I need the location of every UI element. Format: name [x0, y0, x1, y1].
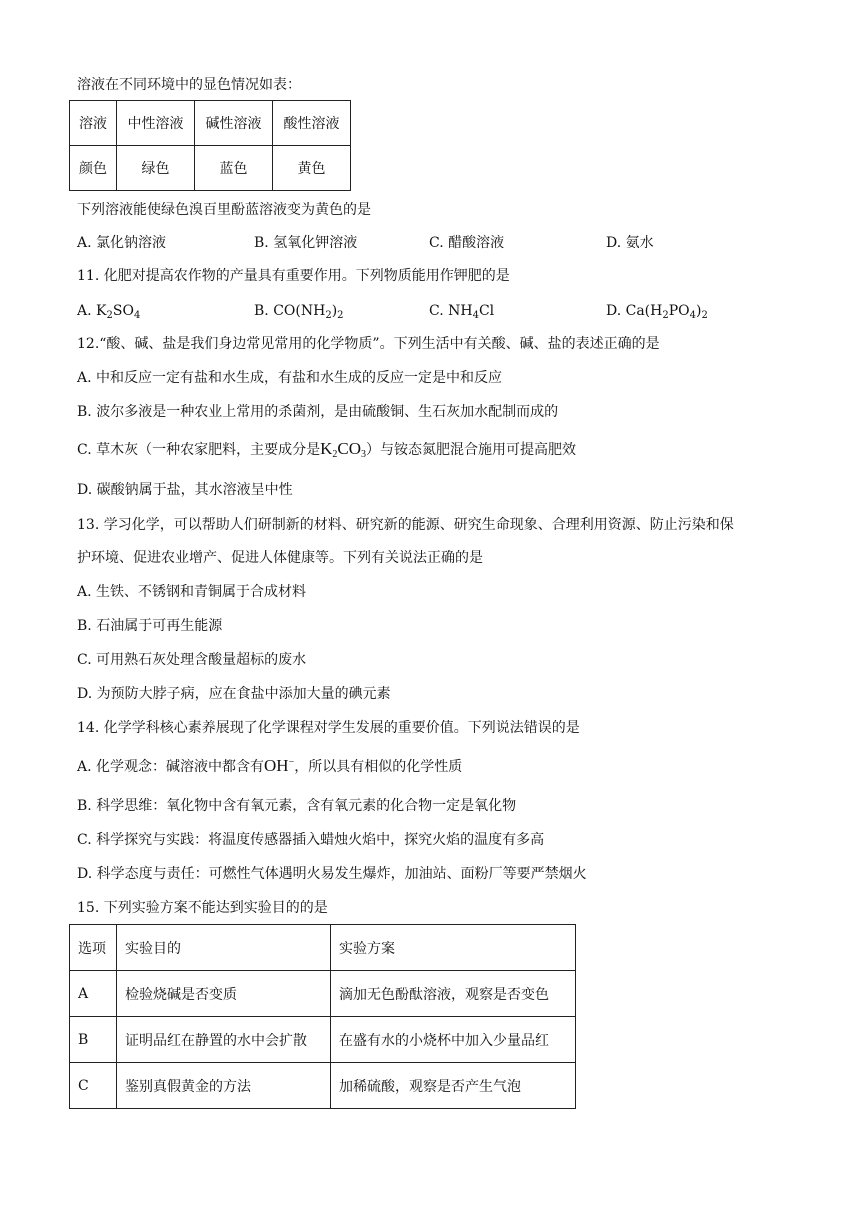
table-row: [70, 1063, 576, 1109]
question-12-stem: 12.“酸、碱、盐是我们身边常见常用的化学物质”。下列生活中有关酸、碱、盐的表述正确的是: [77, 336, 660, 352]
table-cell: 检验烧碱是否变质: [117, 971, 331, 1017]
table-cell: 蓝色: [195, 146, 273, 191]
table-header: 选项: [70, 925, 117, 971]
question-13-stem-cont: 护环境、促进农业增产、促进人体健康等。下列有关说法正确的是: [77, 550, 483, 566]
experiment-table: [69, 924, 576, 1109]
table-cell: 在盛有水的小烧杯中加入少量品红: [331, 1017, 576, 1063]
table-cell: 证明品红在静置的水中会扩散: [117, 1017, 331, 1063]
question-11-stem: 11. 化肥对提高农作物的产量具有重要作用。下列物质能用作钾肥的是: [77, 268, 510, 284]
table-cell: 黄色: [273, 146, 351, 191]
option-a: A. 氯化钠溶液: [77, 235, 167, 251]
question-14-option-b: B. 科学思维：氧化物中含有氧元素，含有氧元素的化合物一定是氧化物: [77, 798, 517, 814]
question-12-option-d: D. 碳酸钠属于盐，其水溶液呈中性: [77, 482, 293, 498]
question-13-option-c: C. 可用熟石灰处理含酸量超标的废水: [77, 652, 307, 668]
question-13-option-a: A. 生铁、不锈钢和青铜属于合成材料: [77, 584, 307, 600]
table-row: [70, 971, 576, 1017]
option-c: C. $NH_4Cl$: [429, 303, 495, 321]
color-table: [69, 100, 351, 191]
table-header: 实验目的: [117, 925, 331, 971]
table-header: 实验方案: [331, 925, 576, 971]
table-cell: 滴加无色酚酞溶液，观察是否变色: [331, 971, 576, 1017]
question-15-stem: 15. 下列实验方案不能达到实验目的的是: [77, 900, 328, 916]
question-14-stem: 14. 化学学科核心素养展现了化学课程对学生发展的重要价值。下列说法错误的是: [77, 720, 580, 736]
question-14-option-a: A. 化学观念：碱溶液中都含有OH−，所以具有相似的化学性质: [77, 756, 463, 775]
table-cell: C: [70, 1063, 117, 1109]
question-14-option-c: C. 科学探究与实践：将温度传感器插入蜡烛火焰中，探究火焰的温度有多高: [77, 832, 545, 848]
question-13-option-d: D. 为预防大脖子病，应在食盐中添加大量的碘元素: [77, 686, 391, 702]
question-12-option-c: C. 草木灰（一种农家肥料，主要成分是$K_2CO_3$）与铵态氮肥混合施用可提高肥效: [77, 439, 577, 460]
option-c: C. 醋酸溶液: [429, 235, 505, 251]
intro-text: 溶液在不同环境中的显色情况如表：: [77, 77, 301, 93]
table-cell: B: [70, 1017, 117, 1063]
table-header-row: [70, 925, 576, 971]
option-d: D. 氨水: [606, 235, 654, 251]
table-cell: 碱性溶液: [195, 101, 273, 146]
table-cell: A: [70, 971, 117, 1017]
question-12-option-b: B. 波尔多液是一种农业上常用的杀菌剂，是由硫酸铜、生石灰加水配制而成的: [77, 404, 559, 420]
question-14-option-d: D. 科学态度与责任：可燃性气体遇明火易发生爆炸，加油站、面粉厂等要严禁烟火: [77, 866, 587, 882]
question-13-option-b: B. 石油属于可再生能源: [77, 618, 223, 634]
table-row: [70, 101, 351, 146]
question-12-option-a: A. 中和反应一定有盐和水生成，有盐和水生成的反应一定是中和反应: [77, 370, 503, 386]
option-b: B. $CO(NH_2)_2$: [254, 303, 344, 321]
formula-k2co3: $K_2CO_3$: [320, 439, 367, 460]
option-a: A. $K_2SO_4$: [77, 303, 141, 321]
table-row: [70, 146, 351, 191]
table-cell: 中性溶液: [117, 101, 195, 146]
option-b: B. 氢氧化钾溶液: [254, 235, 358, 251]
table-row: [70, 1017, 576, 1063]
option-d: D. $Ca(H_2PO_4)_2$: [606, 303, 708, 321]
table-cell: 绿色: [117, 146, 195, 191]
table-cell: 加稀硫酸，观察是否产生气泡: [331, 1063, 576, 1109]
table-cell: 酸性溶液: [273, 101, 351, 146]
table-cell: 溶液: [70, 101, 117, 146]
question-13-stem: 13. 学习化学，可以帮助人们研制新的材料、研究新的能源、研究生命现象、合理利用资源、防止污染和保: [77, 517, 734, 533]
formula-oh: OH−: [264, 756, 295, 775]
table-cell: 鉴别真假黄金的方法: [117, 1063, 331, 1109]
table-cell: 颜色: [70, 146, 117, 191]
question-10-stem: 下列溶液能使绿色溴百里酚蓝溶液变为黄色的是: [77, 202, 371, 218]
